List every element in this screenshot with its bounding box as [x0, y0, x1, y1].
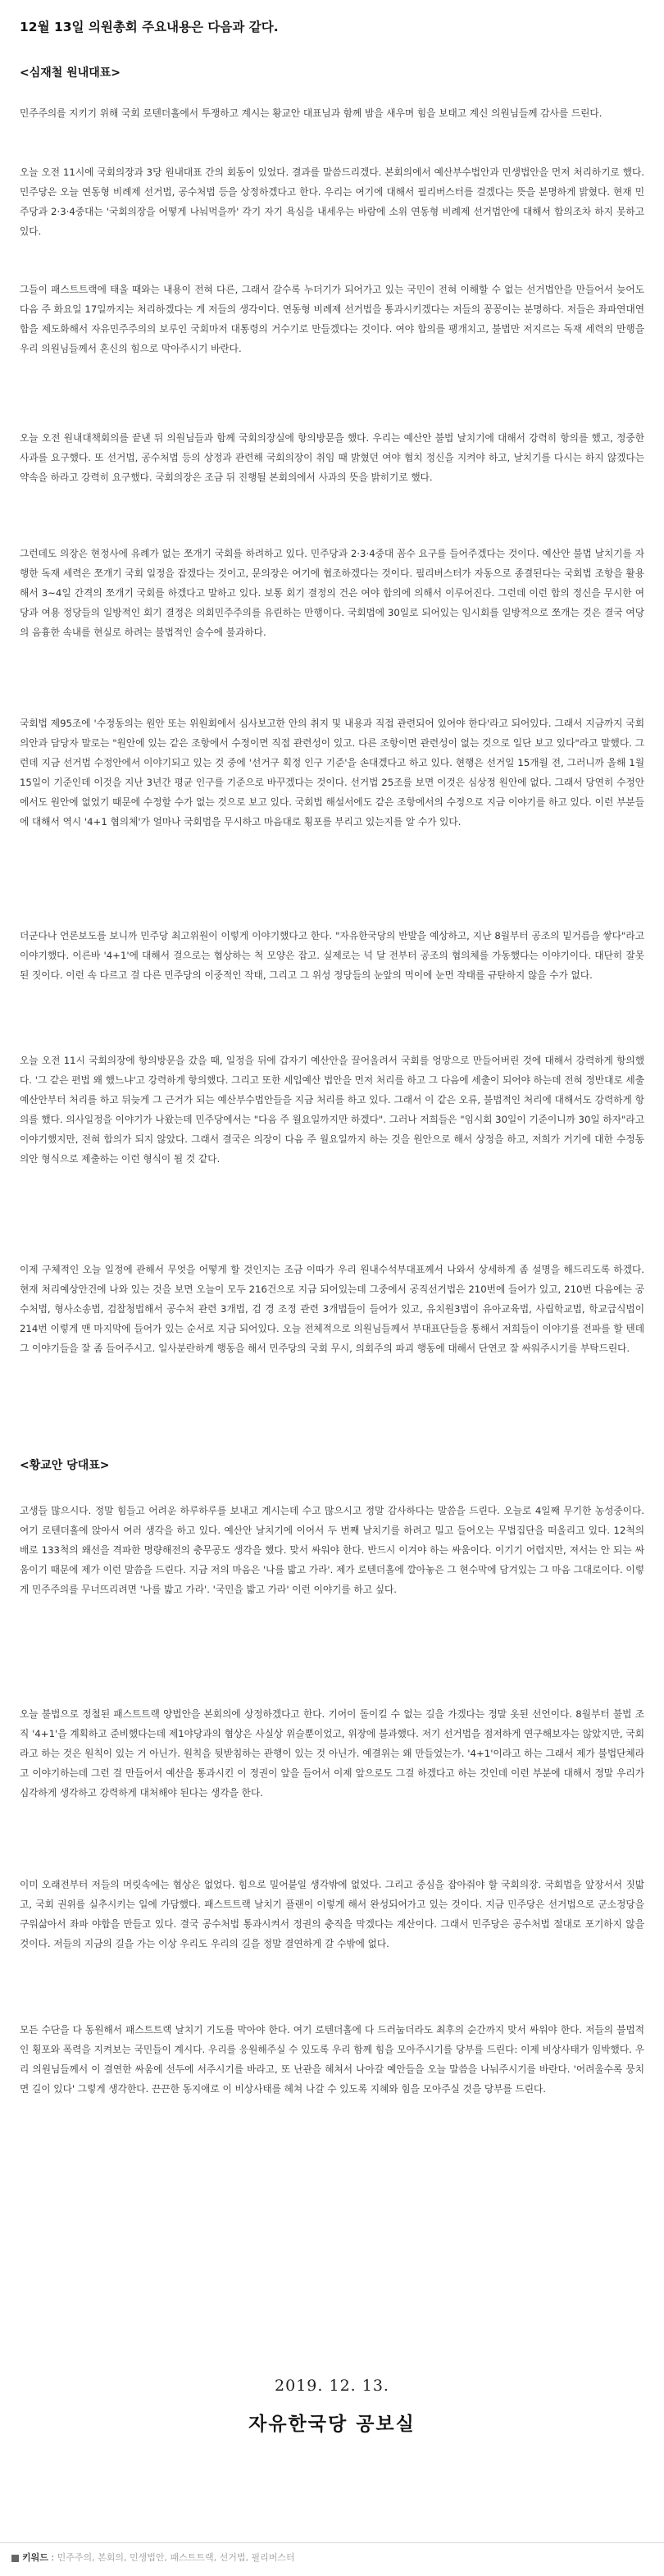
- section-title-shim: <심재철 원내대표>: [20, 66, 121, 80]
- headline: 12월 13일 의원총회 주요내용은 다음과 같다.: [20, 20, 279, 34]
- organization-name: 자유한국당 공보실: [248, 2414, 416, 2435]
- paragraph: 이미 오래전부터 저들의 머릿속에는 협상은 없었다. 힘으로 밀어붙일 생각밖에 없었다. 그리고 중심을 잡아줘야 할 국회의장. 국회법을 앞장서서 짓밟고, 국회 권위를 실추시키는 일에 가담했다. 패스트트랙 날치기 플랜이 이렇게 해서 완성되어가고 있는 것이다. 지금 민주당은 선거법으로 군소정당을 구워삶아서 좌파 야합을 만들고 있다. 결국 공수처법 통과시켜서 정권의 충직을 막겠다는 계산이다. 그래서 민주당은 공수처법 절대로 포기하지 않을 것이다. 저들의 지금의 길을 가는 이상 우리도 우리의 길을 정말 결연하게 갈 수밖에 없다.: [20, 1879, 644, 1949]
- paragraph: 오늘 오전 11시 국회의장에 항의방문을 갔을 때, 일정을 뒤에 갑자기 예산안을 끌어올려서 국회를 엉망으로 만들어버린 것에 대해서 강력하게 항의했다. '그 같은 편법 왜 했느냐'고 강력하게 항의했다. 그리고 또한 세입예산 법안을 먼저 처리를 하고 그 다음에 세출이 되어야 하는데 전혀 정반대로 세출예산안부터 처리를 하고 뒤늦게 그 근거가 되는 예산부수법안들을 지금 처리를 하고 있다. 그래서 이 같은 오류, 불법적인 처리에 대해서도 강력하게 항의를 했다. 의사일정을 이야기가 나왔는데 민주당에서는 "다음 주 월요일까지만 하겠다". 그러나 저희들은 "임시회 30일이 기준이니까 30일 하자"라고 이야기했지만, 전혀 합의가 되지 않았다. 그래서 결국은 의장이 다음 주 월요일까지 하는 것을 원안으로 해서 상정을 하고, 저희가 거기에 대한 수정동의안 형식으로 제출하는 이런 형식이 될 것 같다.: [20, 1055, 644, 1165]
- paragraph: 그런데도 의장은 현정사에 유례가 없는 쪼개기 국회를 하려하고 있다. 민주당과 2·3·4중대 꼼수 요구를 들어주겠다는 것이다. 예산안 불법 날치기를 자행한 독재 세력은 쪼개기 국회 일정을 잡겠다는 것이고, 문의장은 여기에 협조하겠다는 것이다. 필리버스터가 자동으로 종결된다는 국회법 조항을 활용해서 3~4일 간격의 쪼개기 국회를 하겠다고 말하고 있다. 보통 회기 결정의 건은 여야 합의에 의해서 이루어진다. 그런데 이런 합의 정신을 무시한 여당과 여용 정당들의 일방적인 회기 결정은 의회민주주의를 유린하는 만행이다. 국회법에 30일로 되어있는 임시회를 일방적으로 쪼개는 것은 결국 여당의 음흉한 속내를 현실로 하려는 불법적인 술수에 불과하다.: [20, 548, 644, 638]
- square-bullet-icon: [11, 2555, 19, 2562]
- paragraph: 이제 구체적인 오늘 일정에 관해서 무엇을 어떻게 할 것인지는 조금 이따가 우리 원내수석부대표께서 나와서 상세하게 좀 설명을 해드리도록 하겠다. 현재 처리예상안건에 나와 있는 것을 보면 오늘이 모두 216건으로 지금 되어있는데 그중에서 공직선거법은 210번에 들어가 있고, 210번 다음에는 공수처법, 형사소송법, 검찰청법해서 공수처 관련 3개법, 검 경 조정 관련 3개법들이 들어가 있고, 유치원3법이 유아교육법, 사립학교법, 학교급식법이 214번 이렇게 맨 마지막에 들어가 있는 순서로 지금 되어있다. 오늘 전체적으로 의원님들께서 부대표단들을 통해서 저희들이 이야기를 전파를 할 텐데 그 이야기들을 잘 좀 들어주시고. 일사분란하게 행동을 해서 민주당의 국회 무시, 의회주의 파괴 행동에 대해서 단연코 잘 싸워주시기를 부탁드린다.: [20, 1264, 644, 1354]
- section-title-hwang: <황교안 당대표>: [20, 1459, 110, 1472]
- release-date: 2019. 12. 13.: [275, 2377, 389, 2395]
- paragraph: 더군다나 언론보도를 보니까 민주당 최고위원이 이렇게 이야기했다고 한다. "자유한국당의 반발을 예상하고, 지난 8월부터 공조의 밑거름을 쌓다"라고 이야기했다. 이른바 '4+1'에 대해서 걸으로는 협상하는 척 모양은 잡고. 실제로는 넉 달 전부터 공조의 협의체를 가동했다는 이야기이다. 대단히 잘못된 짓이다. 이런 속 다르고 걸 다른 민주당의 이중적인 작태, 그리고 그 위성 정당들의 눈앞의 먹이에 눈먼 작태를 규탄하지 않을 수가 없다.: [20, 930, 644, 981]
- paragraph: 고생들 많으시다. 정말 힘들고 어려운 하루하루를 보내고 계시는데 수고 많으시고 정말 감사하다는 말씀을 드린다. 오늘로 4일째 무기한 농성중이다. 여기 로텐더홀에 앉아서 여러 생각을 하고 있다. 예산안 날치기에 이어서 두 번째 날치기를 하려고 밀고 들어오는 무법집단을 떠올리고 있다. 12척의 배로 133척의 왜선을 격파한 명량해전의 충무공도 생각을 했다. 맞서 싸워야 한다. 반드시 이겨야 하는 싸움이다. 이기기 어렵지만, 져서는 안 되는 싸움이기 때문에 제가 이런 말씀을 드린다. 지금 저의 마음은 '나를 밟고 가라'. 제가 로텐더홀에 깔아놓은 그 현수막에 담겨있는 그 마음 그대로이다. 이렇게 민주주의를 무너뜨리려면 '나를 밟고 가라'. '국민을 밟고 가라' 이런 이야기를 하고 싶다.: [20, 1505, 644, 1595]
- paragraph: 모든 수단을 다 동원해서 패스트트랙 날치기 기도를 막아야 한다. 여기 로텐더홀에 다 드러눕더라도 최후의 순간까지 맞서 싸워야 한다. 저들의 불법적인 횡포와 폭력을 지켜보는 국민들이 계시다. 우리를 응원해주실 수 있도록 우리 함께 힘을 모아주시기를 당부를 드린다: 이제 비상사태가 임박했다. 우리 의원님들께서 이 결연한 싸움에 선두에 서주시기를 바라고, 또 난관을 헤쳐서 나아갈 예안들을 오늘 말씀을 나눠주시기를 바란다. '어려울수록 뭉치면 길이 있다' 그렇게 생각한다. 끈끈한 동지애로 이 비상사태를 헤쳐 나갈 수 있도록 지혜와 힘을 모아주실 것을 당부를 드린다.: [20, 2024, 644, 2095]
- keywords-bar: [11, 2550, 651, 2566]
- paragraph: 오늘 불법으로 정철된 패스트트랙 양법안을 본회의에 상정하겠다고 한다. 기어이 돌이킬 수 없는 길을 가겠다는 정말 옷된 선언이다. 8월부터 불법 조직 '4+1'을 계획하고 준비했다는데 제1야당과의 협상은 사실상 위슬뿐이었고, 위장에 불과했다. 저기 선거법을 점저하게 연구해보자는 않았지만, 국회라고 하는 것은 원칙이 있는 거 아닌가. 원칙을 뒷받침하는 관행이 있는 것 아닌가. 예결위는 왜 만들었는가. '4+1'이라고 하는 그래서 제가 불법단체라고 이야기하는데 그런 걸 만들어서 예산을 통과시킨 이 정권이 앞을 들어서 이제 앞으로도 그걸 하겠다고 하는 것인데 이런 부분에 대해서 정말 우리가 심각하게 생각하고 강력하게 대처해야 된다는 생각을 한다.: [20, 1708, 644, 1799]
- keywords-list: 민주주의, 본회의, 민생법안, 패스트트랙, 선거법, 필리버스터: [57, 2552, 295, 2563]
- keywords-label: 키워드: [22, 2552, 48, 2563]
- paragraph: 오늘 오전 원내대책회의를 끝낸 뒤 의원님들과 함께 국회의장실에 항의방문을 했다. 우리는 예산안 불법 날치기에 대해서 강력히 항의를 했고, 정중한 사과를 요구했다. 또 선거법, 공수처법 등의 상정과 관련해 국회의장이 취임 때 밝혔던 여야 협치 정신을 지켜야 하고, 날치기를 다시는 하지 않겠다는 약속을 하라고 강력히 요구했다. 국회의장은 조금 뒤 진행될 본회의에서 사과의 뜻을 밝히기로 했다.: [20, 432, 644, 483]
- keywords-separator: :: [48, 2552, 57, 2563]
- footer-divider: [0, 2542, 664, 2543]
- paragraph: 민주주의를 지키기 위해 국회 로텐더홀에서 투쟁하고 계시는 황교안 대표님과 함께 밤을 새우며 힘을 보태고 계신 의원님들께 감사를 드린다.: [20, 107, 603, 119]
- paragraph: 그들이 패스트트랙에 태울 때와는 내용이 전혀 다른, 그래서 갈수록 누더기가 되어가고 있는 국민이 전혀 이해할 수 없는 선거법안을 만들어서 늦어도 다음 주 화요일 17일까지는 처리하겠다는 게 저들의 생각이다. 연동형 비례제 선거법을 통과시키겠다는 저들의 꽁꽁이는 분명하다. 저들은 좌파연대연합을 제도화해서 자유민주주의의 보루인 국회마저 대통령의 거수기로 만들겠다는 것이다. 여야 합의를 팽개치고, 불법만 저지르는 독재 세력의 만행을 우리 의원님들께서 혼신의 힘으로 막아주시기 바란다.: [20, 284, 644, 354]
- paragraph: 오늘 오전 11시에 국회의장과 3당 원내대표 간의 회동이 있었다. 결과를 말씀드리겠다. 본회의에서 예산부수법안과 민생법안을 먼저 처리하기로 했다. 민주당은 오늘 연동형 비례제 선거법, 공수처법 등을 상정하겠다고 한다. 우리는 여기에 대해서 필리버스터를 걸겠다는 뜻을 분명하게 밝혔다. 현재 민주당과 2·3·4중대는 '국회의장을 어떻게 나눠먹을까' 각기 자기 욕심을 내세우는 바람에 소위 연동형 비례제 선거법안에 대해서 합의조차 하지 못하고 있다.: [20, 166, 644, 237]
- paragraph: 국회법 제95조에 '수정동의는 원안 또는 위원회에서 심사보고한 안의 취지 및 내용과 직접 관련되어 있어야 한다'라고 되어있다. 그래서 지금까지 국회 의안과 담당자 말로는 "원안에 있는 같은 조항에서 수정이면 직접 관련성이 있고. 다른 조항이면 관련성이 없는 것으로 일단 보고 있다"라고 말했다. 그런데 지금 선거법 수정안에서 이야기되고 있는 것 중에 '선거구 획정 인구 기준'을 손대겠다고 하고 있다. 현행은 선거일 15개월 전, 그러니까 올해 1월 15일이 기준인데 이것을 지난 3년간 평균 인구를 기준으로 바꾸겠다는 것이다. 선거법 25조를 보면 이것은 심상정 원안에 없다. 그래서 당연히 수정안에서도 원안에 없었기 때문에 수정할 수가 없는 것으로 보고 있다. 국회법 해설서에도 같은 조항에서의 수정으로 지금 이야기를 하고 있다. 이런 부분들에 대해서 역시 '4+1 협의체'가 얼마나 국회법을 무시하고 마음대로 횡포를 부리고 있는지를 알 수가 있다.: [20, 718, 644, 828]
